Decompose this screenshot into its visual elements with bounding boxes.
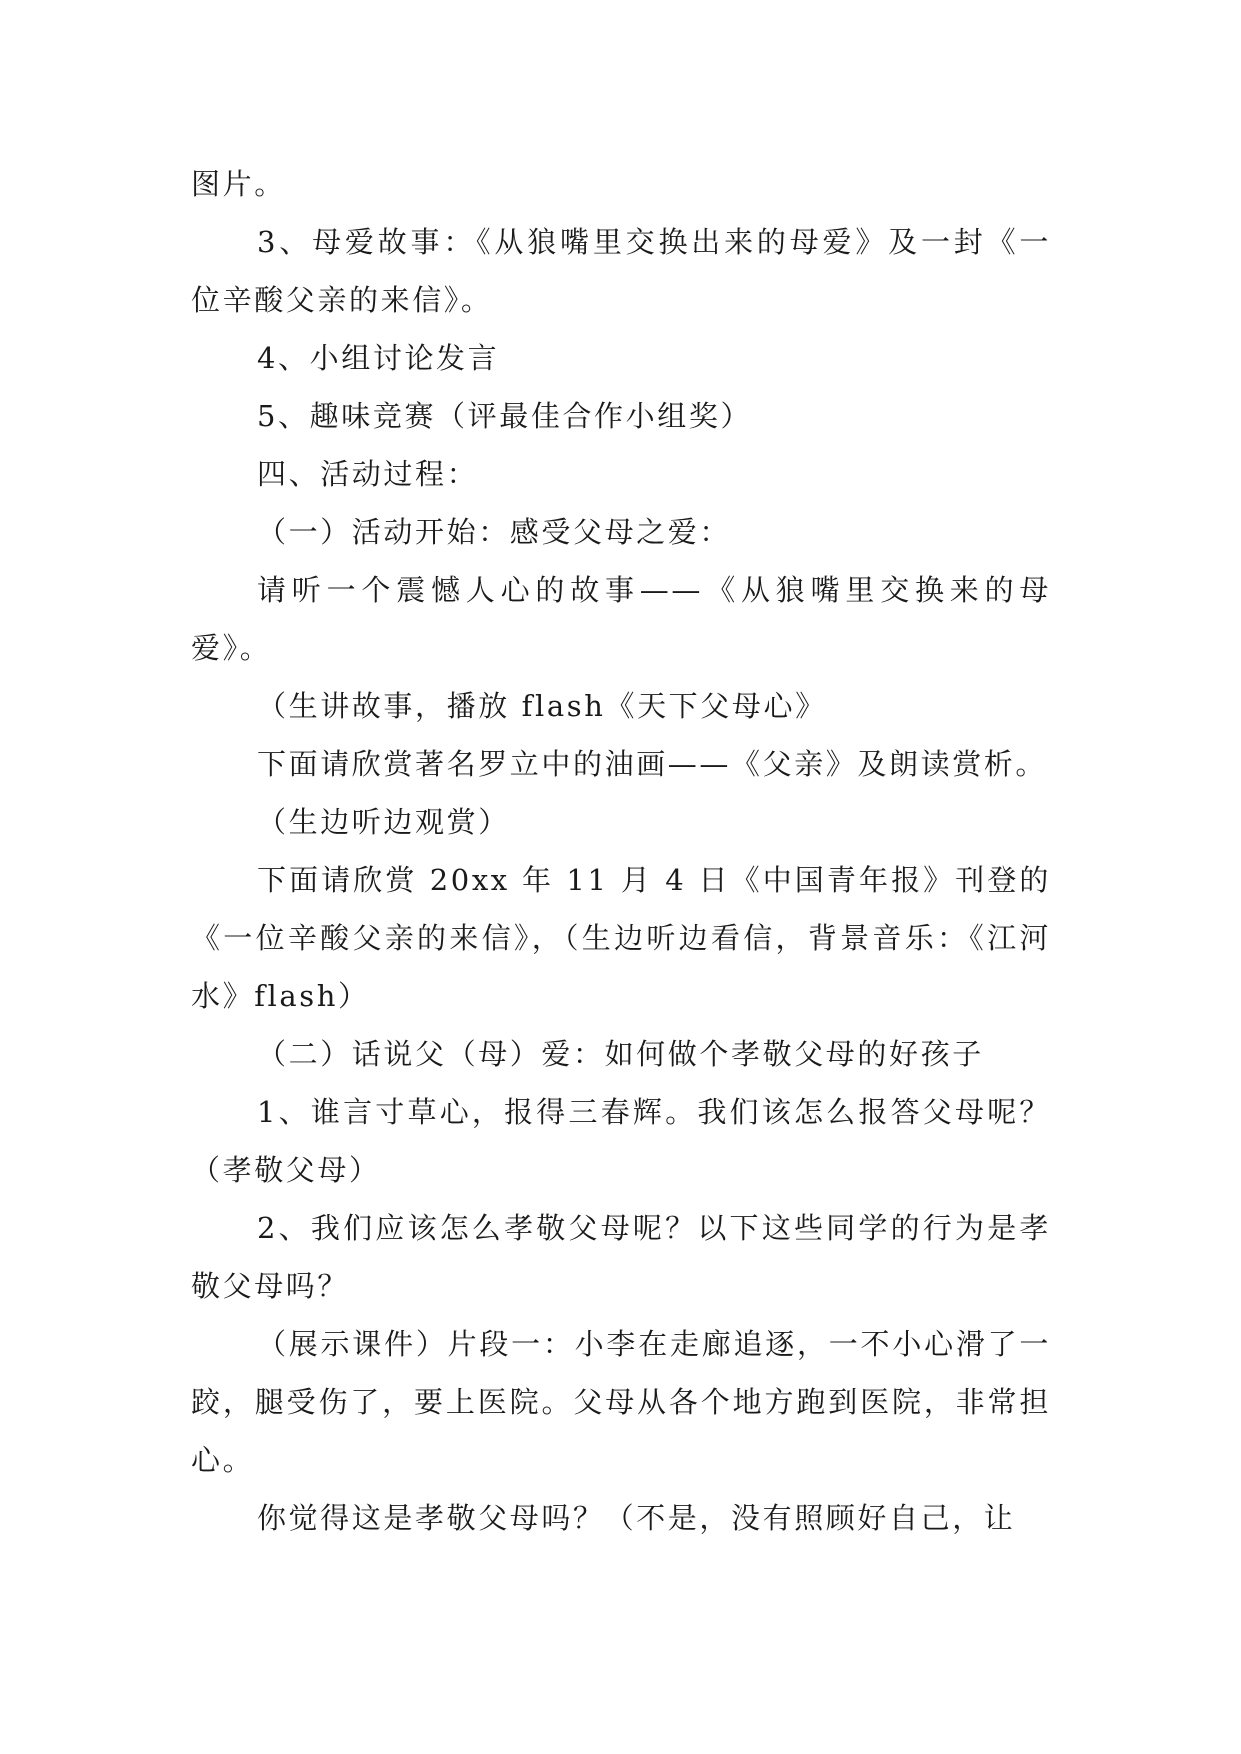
- paragraph: 1、谁言寸草心，报得三春辉。我们该怎么报答父母呢？（孝敬父母）: [191, 1095, 1051, 1187]
- paragraph: 下面请欣赏 20xx 年 11 月 4 日《中国青年报》刊登的《一位辛酸父亲的来信》，（生边听边看信，背景音乐：《江河水》flash）: [191, 863, 1051, 1013]
- paragraph: 4、小组讨论发言: [257, 341, 500, 375]
- paragraph: 请听一个震憾人心的故事——《从狼嘴里交换来的母爱》。: [191, 573, 1051, 665]
- paragraph: 你觉得这是孝敬父母吗？（不是，没有照顾好自己，让: [257, 1501, 1016, 1535]
- paragraph: （展示课件）片段一：小李在走廊追逐，一不小心滑了一跤，腿受伤了，要上医院。父母从各个地方跑到医院，非常担心。: [191, 1327, 1051, 1477]
- paragraph: 图片。: [191, 167, 286, 201]
- paragraph: （生边听边观赏）: [257, 805, 510, 839]
- document-body: [191, 155, 1051, 1547]
- paragraph: 3、母爱故事：《从狼嘴里交换出来的母爱》及一封《一位辛酸父亲的来信》。: [191, 225, 1051, 317]
- subsection-heading: （一）活动开始：感受父母之爱：: [257, 515, 732, 549]
- paragraph: 下面请欣赏著名罗立中的油画——《父亲》及朗读赏析。: [257, 747, 1048, 781]
- section-heading: 四、活动过程：: [257, 457, 479, 491]
- paragraph: 5、趣味竞赛（评最佳合作小组奖）: [257, 399, 753, 433]
- paragraph: 2、我们应该怎么孝敬父母呢？以下这些同学的行为是孝敬父母吗？: [191, 1211, 1051, 1303]
- paragraph: （生讲故事，播放 flash《天下父母心》: [257, 689, 827, 723]
- subsection-heading: （二）话说父（母）爱：如何做个孝敬父母的好孩子: [257, 1037, 984, 1071]
